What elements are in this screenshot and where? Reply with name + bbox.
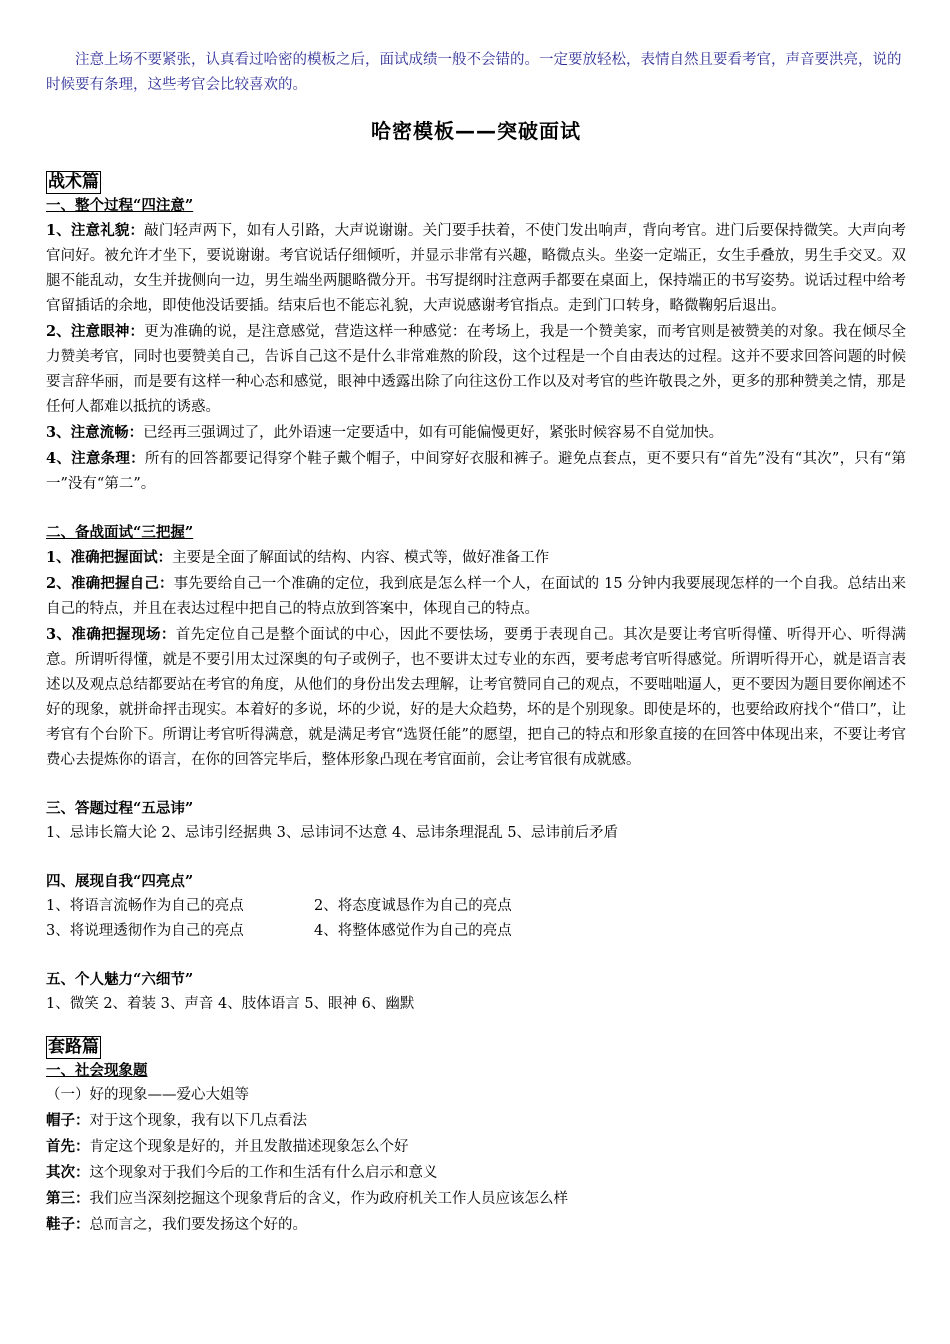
item-text: 总而言之，我们要发扬这个好的。 (89, 1217, 307, 1233)
list-item (46, 218, 906, 319)
item-label: 3、注意流畅： (46, 424, 144, 441)
item-label: 2、准确把握自己： (46, 575, 174, 592)
list-item (46, 1212, 906, 1238)
subsection-heading-six-details: 五、个人魅力“六细节” (46, 971, 194, 988)
section-heading-routines: 套路篇 (48, 1037, 99, 1057)
item-label: 4、注意条理： (46, 450, 145, 467)
item-label: 1、准确把握面试： (46, 549, 173, 566)
item-text: 已经再三强调过了，此外语速一定要适中，如有可能偏慢更好，紧张时候容易不自觉加快。 (143, 425, 724, 441)
item-label: 首先： (46, 1138, 90, 1155)
item-label: 1、注意礼貌： (46, 222, 145, 239)
list-item (46, 622, 906, 773)
list-item (46, 545, 906, 571)
highlight-row (46, 894, 906, 919)
taboo-list: 1、忌讳长篇大论 2、忌讳引经据典 3、忌讳词不达意 4、忌讳条理混乱 5、忌讳前后矛盾 (46, 825, 619, 841)
item-label: 帽子： (46, 1112, 90, 1129)
subsection-heading-social-phenomena: 一、社会现象题 (46, 1062, 148, 1079)
subsection-heading-three-grasps: 二、备战面试“三把握” (46, 524, 194, 541)
item-text: 敲门轻声两下，如有人引路，大声说谢谢。关门要手扶着，不使门发出响声，背向考官。进门后要保持微笑。大声向考官问好。被允许才坐下，要说谢谢。考官说话仔细倾听，并显示非常有兴趣，略微点头。坐姿一定端正，女生手叠放，男生手交叉。双腿不能乱动，女生并拢侧向一边，男生端坐两腿略微分开。书写提纲时注意两手都要在桌面上，保持端正的书写姿势。说话过程中给考官留插话的余地，即使他没话要插。结束后也不能忘礼貌，大声说感谢考官指点。走到门口转身，略微鞠躬后退出。 (46, 223, 906, 314)
document-page (46, 48, 906, 1238)
item-text: 肯定这个现象是好的，并且发散描述现象怎么个好 (89, 1139, 409, 1155)
highlight-item: 3、将说理透彻作为自己的亮点 (46, 923, 244, 939)
list-item (46, 446, 906, 497)
item-label: 3、准确把握现场： (46, 626, 176, 643)
item-text: 更为准确的说，是注意感觉，营造这样一种感觉：在考场上，我是一个赞美家，而考官则是被赞美的对象。我在倾尽全力赞美考官，同时也要赞美自己，告诉自己这不是什么非常难熬的阶段，这个过程是一个自由表达的过程。这并不要求回答问题的时候要言辞华丽，而是要有这样一种心态和感觉，眼神中透露出除了向往这份工作以及对考官的些许敬畏之外，更多的那种赞美之情，那是任何人都难以抵抗的诱惑。 (46, 324, 906, 415)
sub-heading-good-phenomena: （一）好的现象——爱心大姐等 (46, 1087, 249, 1103)
intro-paragraph: 注意上场不要紧张，认真看过哈密的模板之后，面试成绩一般不会错的。一定要放轻松，表情自然且要看考官，声音要洪亮，说的时候要有条理，这些考官会比较喜欢的。 (46, 52, 902, 93)
details-list: 1、微笑 2、着装 3、声音 4、肢体语言 5、眼神 6、幽默 (46, 996, 415, 1012)
highlight-item: 1、将语言流畅作为自己的亮点 (46, 898, 244, 914)
subsection-heading-four-notes: 一、整个过程“四注意” (46, 197, 194, 214)
highlight-item: 4、将整体感觉作为自己的亮点 (314, 923, 512, 939)
subsection-heading-five-taboos: 三、答题过程“五忌讳” (46, 800, 194, 817)
item-text: 事先要给自己一个准确的定位，我到底是怎么样一个人，在面试的 15 分钟内我要展现怎样的一个自我。总结出来自己的特点，并且在表达过程中把自己的特点放到答案中，体现自己的特点。 (46, 576, 906, 617)
item-label: 其次： (46, 1164, 90, 1181)
item-text: 这个现象对于我们今后的工作和生活有什么启示和意义 (89, 1165, 438, 1181)
highlight-row (46, 919, 906, 944)
item-text: 所有的回答都要记得穿个鞋子戴个帽子，中间穿好衣服和裤子。避免点套点，更不要只有“首先”没有“其次”，只有“第一”没有“第二”。 (46, 451, 907, 492)
list-item (46, 1186, 906, 1212)
list-item (46, 420, 906, 446)
subsection-heading-four-highlights: 四、展现自我“四亮点” (46, 873, 194, 890)
list-item (46, 571, 906, 622)
highlight-item: 2、将态度诚恳作为自己的亮点 (314, 898, 512, 914)
item-label: 第三： (46, 1190, 90, 1207)
page-title: 哈密模板——突破面试 (371, 119, 581, 143)
item-text: 主要是全面了解面试的结构、内容、模式等，做好准备工作 (172, 550, 550, 566)
list-item (46, 1108, 906, 1134)
section-heading-tactics: 战术篇 (48, 172, 99, 192)
list-item (46, 319, 906, 420)
item-label: 2、注意眼神： (46, 323, 145, 340)
item-text: 我们应当深刻挖掘这个现象背后的含义，作为政府机关工作人员应该怎么样 (89, 1191, 568, 1207)
item-label: 鞋子： (46, 1216, 90, 1233)
list-item (46, 1160, 906, 1186)
item-text: 首先定位自己是整个面试的中心，因此不要怯场，要勇于表现自己。其次是要让考官听得懂、听得开心、听得满意。所谓听得懂，就是不要引用太过深奥的句子或例子，也不要讲太过专业的东西，要考虑考官听得感觉。所谓听得开心，就是语言表述以及观点总结都要站在考官的角度，从他们的身份出发去理解，让考官赞同自己的观点，不要咄咄逼人，更不要因为题目要你阐述不好的现象，就拼命抨击现实。本着好的多说，坏的少说，好的是大众趋势，坏的是个别现象。即使是坏的，也要给政府找个“借口”，让考官有个台阶下。所谓让考官听得满意，就是满足考官“选贤任能”的愿望，把自己的特点和形象直接的在回答中体现出来，不要让考官费心去提炼你的语言，在你的回答完毕后，整体形象凸现在考官面前，会让考官很有成就感。 (46, 627, 907, 768)
item-text: 对于这个现象，我有以下几点看法 (89, 1113, 307, 1129)
list-item (46, 1134, 906, 1160)
